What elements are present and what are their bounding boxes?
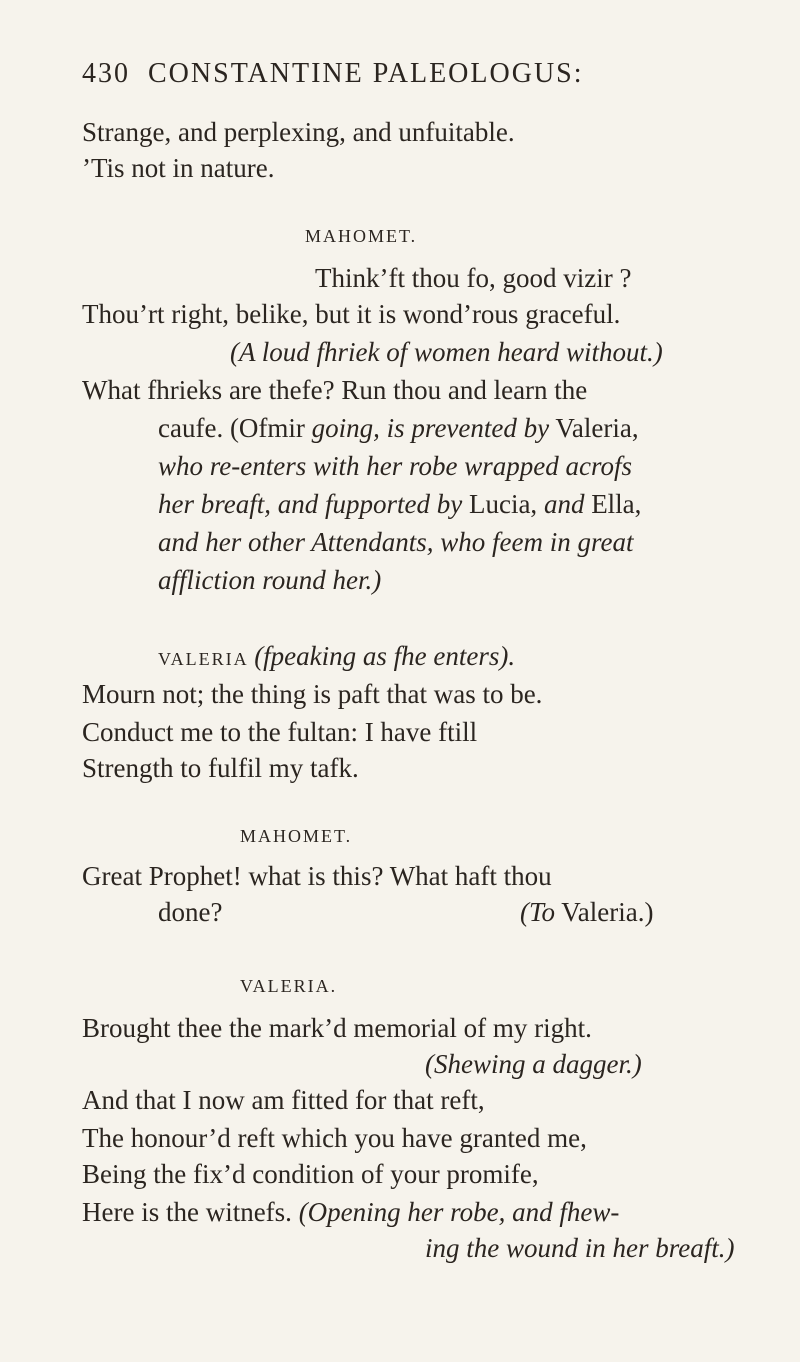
speaker-label: VALERIA. — [240, 976, 338, 996]
text-line: Strength to fulfil my tafk. — [82, 753, 359, 783]
speaker-label: MAHOMET. — [305, 226, 418, 246]
stage-direction-text: (To — [520, 897, 556, 927]
stage-direction — [158, 450, 632, 482]
running-header — [82, 58, 584, 90]
stage-direction — [425, 1232, 734, 1264]
text-segment: Lucia, — [462, 489, 544, 519]
text-line: What fhrieks are thefe? Run thou and learn the — [82, 375, 588, 405]
stage-direction — [158, 488, 641, 520]
stage-direction-text: (A loud fhriek of women heard without.) — [230, 337, 663, 367]
text-segment: Valeria, — [549, 413, 639, 443]
running-title: CONSTANTINE PALEOLOGUS: — [148, 58, 584, 89]
text-segment: caufe. (Ofmir — [158, 413, 312, 443]
stage-direction-text: and her other Attendants, who feem in great — [158, 527, 634, 557]
stage-direction-text: (Shewing a dagger.) — [425, 1049, 642, 1079]
stage-direction-text: going, is prevented by — [311, 413, 550, 443]
text-line: And that I now am fitted for that reft, — [82, 1085, 485, 1115]
text-line: Great Prophet! what is this? What haft thou — [82, 861, 552, 891]
text-line: Brought thee the mark’d memorial of my right. — [82, 1013, 592, 1043]
text-segment: Here is the witnefs. — [82, 1197, 299, 1227]
text-line: Being the fix’d condition of your promife, — [82, 1159, 539, 1189]
speaker-line — [158, 640, 515, 675]
text-line: done? — [158, 897, 223, 927]
text-line: The honour’d reft which you have granted me, — [82, 1123, 587, 1153]
page-number: 430 — [82, 58, 130, 89]
text-line: Think’ft thou fo, good vizir ? — [315, 263, 632, 293]
stage-direction-text: her breaft, and fupported by — [158, 489, 463, 519]
text-segment: Valeria.) — [555, 897, 654, 927]
stage-direction-text: (fpeaking as fhe enters). — [254, 641, 516, 671]
stage-direction — [230, 336, 663, 368]
stage-direction — [158, 564, 381, 596]
text-line — [158, 412, 639, 444]
stage-direction-text: who re-enters with her robe wrapped acrofs — [158, 451, 632, 481]
speaker-label: MAHOMET. — [240, 826, 353, 846]
stage-direction-text: ing the wound in her breaft.) — [425, 1233, 735, 1263]
text-line: ’Tis not in nature. — [82, 153, 275, 183]
stage-direction — [158, 526, 633, 558]
stage-direction — [520, 896, 654, 928]
text-line: Strange, and perplexing, and unfuitable. — [82, 117, 515, 147]
stage-direction — [425, 1048, 642, 1080]
text-line: Conduct me to the fultan: I have ftill — [82, 717, 478, 747]
text-line — [82, 1196, 619, 1228]
stage-direction-text: (Opening her robe, and fhew- — [298, 1197, 620, 1227]
text-segment: Ella, — [584, 489, 642, 519]
speaker-label: VALERIA — [158, 649, 255, 669]
stage-direction-text: and — [543, 489, 585, 519]
text-line: Mourn not; the thing is paft that was to be. — [82, 679, 543, 709]
stage-direction-text: affliction round her.) — [158, 565, 382, 595]
text-line: Thou’rt right, belike, but it is wond’rous graceful. — [82, 299, 621, 329]
